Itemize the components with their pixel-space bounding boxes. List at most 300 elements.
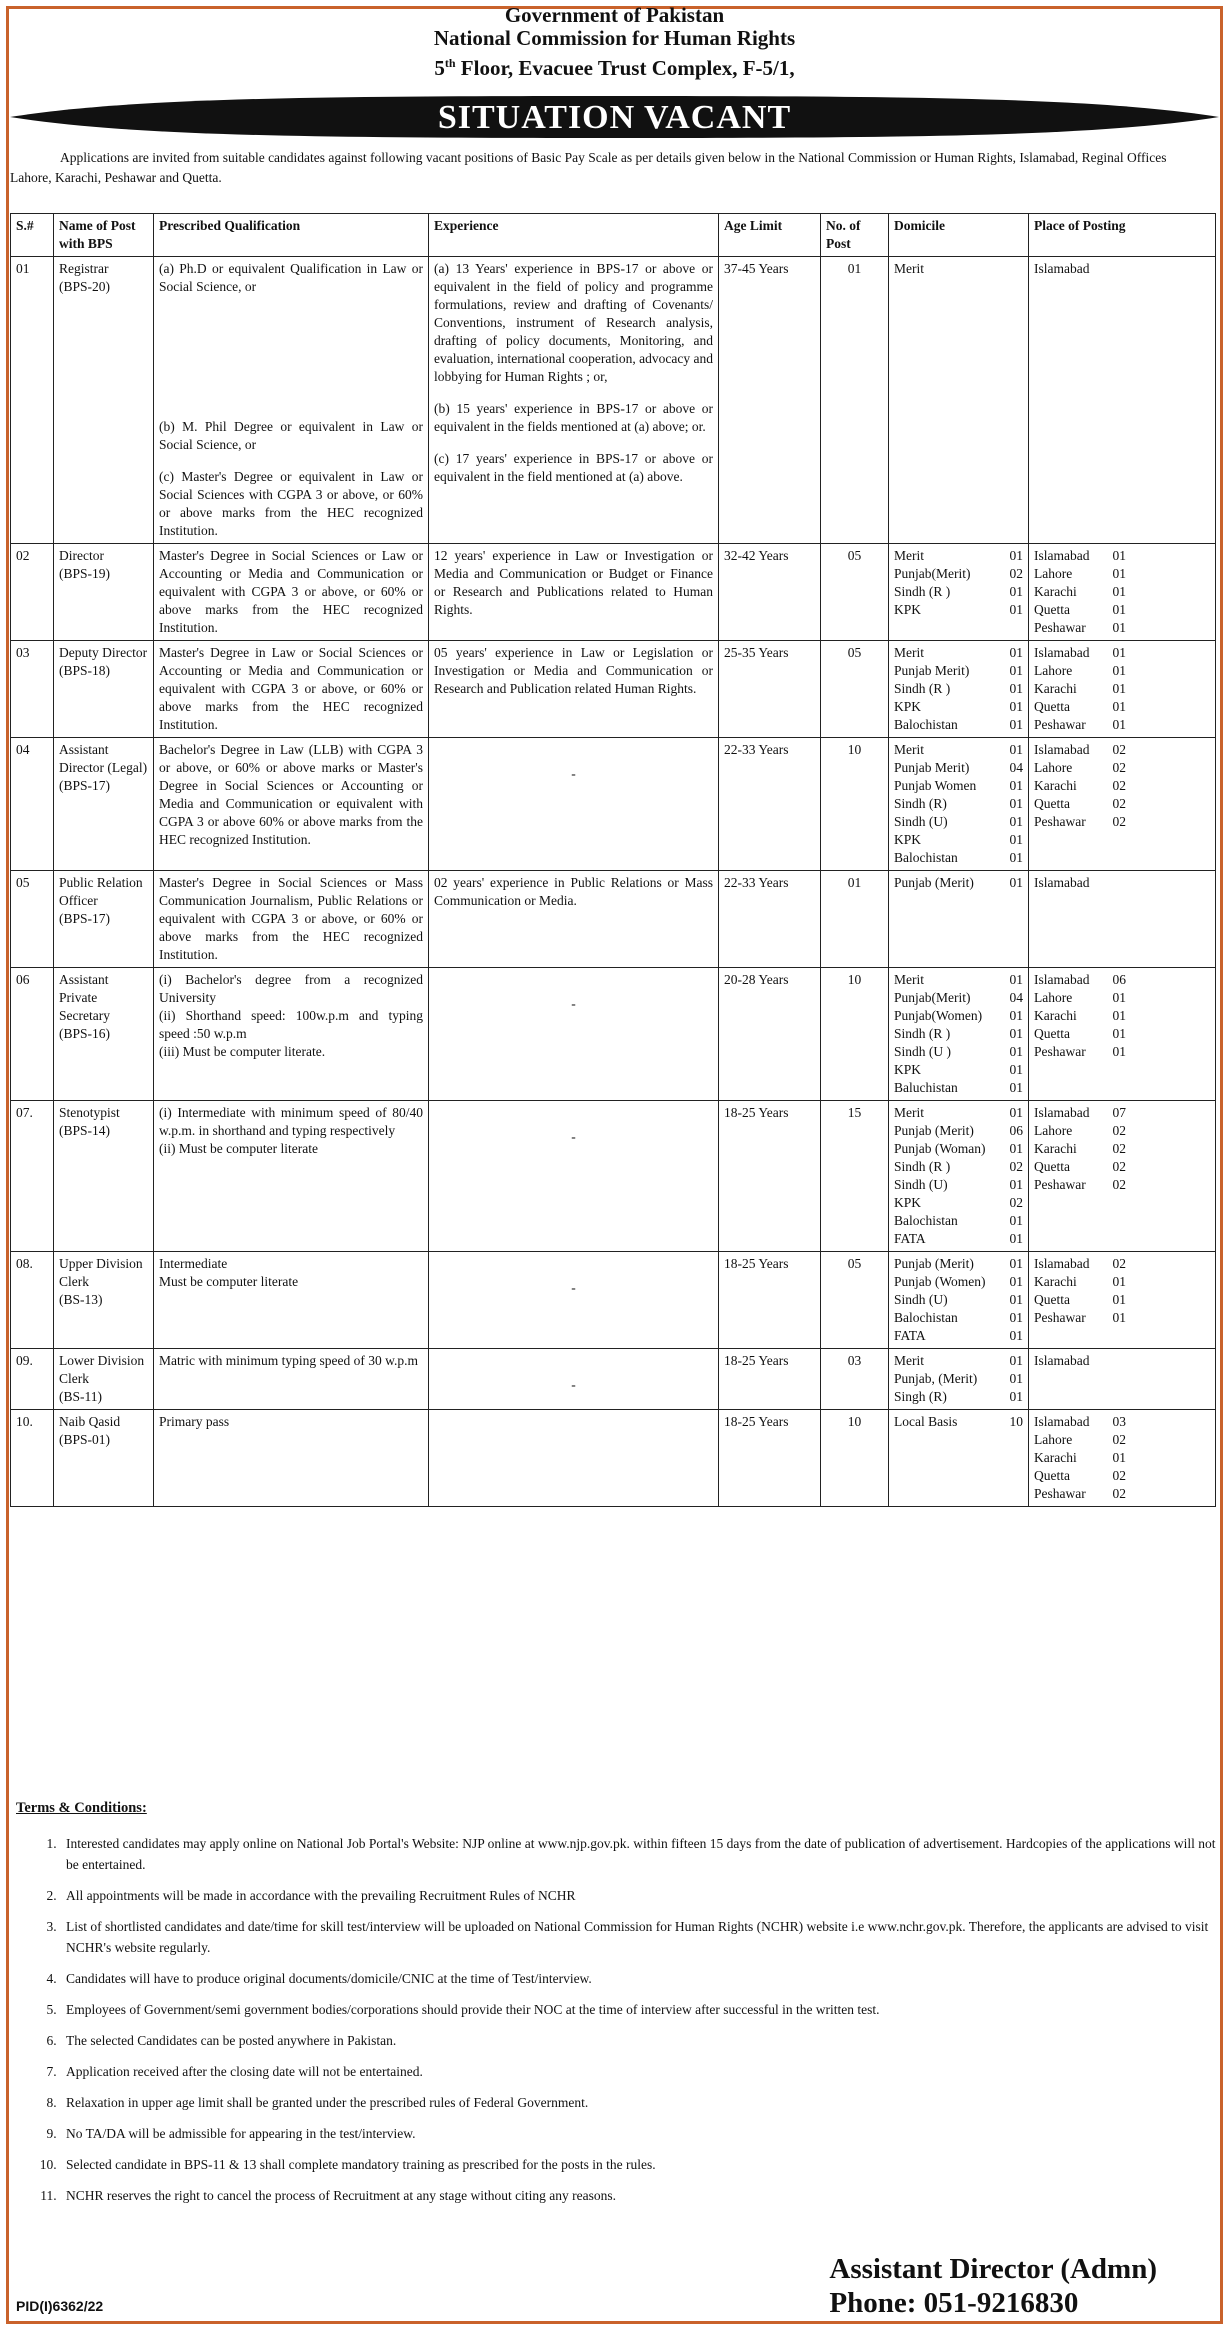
posting-name: Lahore [1034, 566, 1073, 581]
domicile-count: 01 [1009, 875, 1023, 890]
domicile-name: Sindh (U) [894, 814, 948, 829]
posting-entry [1034, 1122, 1126, 1140]
domicile-count: 01 [1009, 814, 1023, 829]
posting-name: Islamabad [1034, 875, 1090, 890]
domicile-name: Sindh (R ) [894, 584, 951, 599]
cell-experience [429, 257, 719, 544]
posting-entry [1034, 1291, 1126, 1309]
posting-count: 01 [1112, 1026, 1126, 1041]
domicile-name: KPK [894, 1062, 922, 1077]
posting-entry [1034, 1255, 1126, 1273]
cell-age: 18-25 Years [719, 1410, 821, 1507]
posting-name: Islamabad [1034, 548, 1090, 563]
experience-text: 05 years' experience in Law or Legislation or Investigation or Media and Communication or Research and Publication related Human Rights. [434, 645, 713, 696]
cell-age: 18-25 Years [719, 1101, 821, 1252]
qualification-text: Intermediate [159, 1256, 228, 1271]
domicile-name: KPK [894, 832, 922, 847]
cell-qualification [154, 1101, 429, 1252]
table-row [11, 1410, 1216, 1507]
domicile-entry [894, 1025, 1023, 1043]
posting-name: Islamabad [1034, 742, 1090, 757]
col-header-posting: Place of Posting [1029, 214, 1216, 257]
cell-age: 22-33 Years [719, 871, 821, 968]
domicile-entry [894, 644, 1023, 662]
posting-entry [1034, 1140, 1126, 1158]
table-row [11, 871, 1216, 968]
domicile-count: 01 [1009, 1080, 1023, 1095]
domicile-count: 01 [1009, 1231, 1023, 1246]
domicile-entry [894, 680, 1023, 698]
domicile-name: Merit [894, 548, 924, 563]
posting-count: 02 [1112, 1159, 1126, 1174]
domicile-entry [894, 741, 1023, 759]
cell-experience [429, 1349, 719, 1410]
posting-count: 01 [1112, 990, 1126, 1005]
post-name: Upper Division Clerk [59, 1256, 143, 1289]
cell-posts: 05 [821, 1252, 889, 1349]
domicile-count: 01 [1009, 1008, 1023, 1023]
posting-count: 01 [1112, 1310, 1126, 1325]
cell-experience [429, 1252, 719, 1349]
cell-domicile [889, 641, 1029, 738]
domicile-entry [894, 1007, 1023, 1025]
domicile-entry [894, 1230, 1023, 1248]
posting-name: Karachi [1034, 681, 1077, 696]
qualification-text: Master's Degree in Social Sciences or Mass Communication Journalism, Public Relations or equivalent with CGPA 3 or above, or 60% or above marks from the HEC recognized Institution. [159, 875, 423, 962]
cell-post [54, 544, 154, 641]
domicile-name: Merit [894, 972, 924, 987]
domicile-count: 01 [1009, 1026, 1023, 1041]
post-name: Assistant Director (Legal) [59, 742, 148, 775]
cell-sno: 07. [11, 1101, 54, 1252]
domicile-name: Punjab (Merit) [894, 1123, 974, 1138]
domicile-name: Sindh (R) [894, 796, 947, 811]
posting-count: 02 [1112, 1468, 1126, 1483]
posting-count: 02 [1112, 1256, 1126, 1271]
posting-entry [1034, 1485, 1126, 1503]
domicile-name: Baluchistan [894, 1080, 958, 1095]
domicile-name: Punjab Merit) [894, 663, 970, 678]
experience-text: (b) 15 years' experience in BPS-17 or above or equivalent in the fields mentioned at (a) above; or. [434, 401, 713, 434]
posting-name: Lahore [1034, 1123, 1073, 1138]
cell-age: 37-45 Years [719, 257, 821, 544]
domicile-entry [894, 759, 1023, 777]
domicile-name: Punjab(Merit) [894, 566, 971, 581]
posting-count: 01 [1112, 1044, 1126, 1059]
cell-posts: 10 [821, 1410, 889, 1507]
cell-posting [1029, 1349, 1216, 1410]
cell-qualification [154, 1252, 429, 1349]
experience-text: - [571, 1280, 576, 1295]
cell-post [54, 738, 154, 871]
qualification-text: (ii) Shorthand speed: 100w.p.m and typing speed :50 w.p.m [159, 1008, 423, 1041]
terms-item: 5. Employees of Government/semi government bodies/corporations should provide their NOC at the time of interview after successful in the written test. [60, 1999, 1216, 2020]
domicile-name: Sindh (R ) [894, 1159, 951, 1174]
posting-count: 01 [1112, 699, 1126, 714]
domicile-entry [894, 260, 1023, 278]
terms-item: 8. Relaxation in upper age limit shall be granted under the prescribed rules of Federal Government. [60, 2092, 1216, 2113]
domicile-name: Balochistan [894, 1310, 958, 1325]
experience-text: - [571, 1129, 576, 1144]
domicile-name: Sindh (R ) [894, 1026, 951, 1041]
table-row [11, 738, 1216, 871]
domicile-name: Punjab Women [894, 778, 977, 793]
cell-post [54, 871, 154, 968]
domicile-count: 01 [1009, 1310, 1023, 1325]
cell-experience [429, 1101, 719, 1252]
posting-name: Islamabad [1034, 972, 1090, 987]
cell-posting [1029, 1101, 1216, 1252]
post-bps: (BPS-17) [59, 911, 111, 926]
posting-name: Lahore [1034, 990, 1073, 1005]
domicile-entry [894, 971, 1023, 989]
cell-post [54, 1252, 154, 1349]
domicile-count: 01 [1009, 602, 1023, 617]
qualification-text: (a) Ph.D or equivalent Qualification in Law or Social Science, or [159, 261, 423, 294]
domicile-count: 01 [1009, 1044, 1023, 1059]
domicile-count: 02 [1009, 1195, 1023, 1210]
cell-domicile [889, 1349, 1029, 1410]
col-header-qualification: Prescribed Qualification [154, 214, 429, 257]
table-row [11, 641, 1216, 738]
cell-sno: 01 [11, 257, 54, 544]
domicile-entry [894, 1158, 1023, 1176]
posting-count: 02 [1112, 1141, 1126, 1156]
domicile-entry [894, 849, 1023, 867]
domicile-name: Singh (R) [894, 1389, 947, 1404]
cell-sno: 10. [11, 1410, 54, 1507]
cell-posting [1029, 968, 1216, 1101]
domicile-count: 01 [1009, 699, 1023, 714]
cell-qualification [154, 1410, 429, 1507]
domicile-entry [894, 1122, 1023, 1140]
cell-post [54, 1101, 154, 1252]
cell-sno: 08. [11, 1252, 54, 1349]
domicile-entry [894, 1194, 1023, 1212]
signer-title: Assistant Director (Admn) [829, 2253, 1157, 2285]
posting-count: 02 [1112, 1177, 1126, 1192]
domicile-entry [894, 1176, 1023, 1194]
posting-entry [1034, 1007, 1126, 1025]
cell-domicile [889, 257, 1029, 544]
posting-entry [1034, 1449, 1126, 1467]
cell-experience [429, 968, 719, 1101]
domicile-name: Punjab (Woman) [894, 1141, 986, 1156]
posting-entry [1034, 565, 1126, 583]
posting-count: 02 [1112, 814, 1126, 829]
posting-entry [1034, 1413, 1126, 1431]
cell-age: 32-42 Years [719, 544, 821, 641]
terms-item: 3. List of shortlisted candidates and date/time for skill test/interview will be uploaded on National Commission for Human Rights (NCHR) website i.e www.nchr.gov.pk. Therefore, the applicants are advised to visit NCHR's website regularly. [60, 1916, 1216, 1958]
experience-text: - [571, 996, 576, 1011]
cell-sno: 06 [11, 968, 54, 1101]
domicile-name: Punjab(Merit) [894, 990, 971, 1005]
posting-name: Karachi [1034, 1008, 1077, 1023]
table-row [11, 1252, 1216, 1349]
col-header-posts: No. of Post [821, 214, 889, 257]
posting-entry [1034, 813, 1126, 831]
posting-entry [1034, 1431, 1126, 1449]
domicile-entry [894, 874, 1023, 892]
domicile-name: Sindh (U ) [894, 1044, 951, 1059]
cell-posts: 01 [821, 871, 889, 968]
qualification-text: Master's Degree in Law or Social Sciences or Accounting or Media and Communication or equivalent with CGPA 3 or above, or 60% or above marks from the HEC recognized Institution. [159, 645, 423, 732]
domicile-entry [894, 1388, 1023, 1406]
terms-title: Terms & Conditions: [16, 1800, 147, 1816]
terms-item: 11. NCHR reserves the right to cancel the process of Recruitment at any stage without citing any reasons. [60, 2185, 1216, 2206]
posting-count: 01 [1112, 681, 1126, 696]
domicile-count: 02 [1009, 566, 1023, 581]
post-name: Stenotypist [59, 1105, 120, 1120]
domicile-count: 01 [1009, 796, 1023, 811]
posting-entry [1034, 1352, 1126, 1370]
domicile-count: 01 [1009, 1371, 1023, 1386]
cell-age: 25-35 Years [719, 641, 821, 738]
posting-count: 01 [1112, 1292, 1126, 1307]
domicile-count: 06 [1009, 1123, 1023, 1138]
vacancy-table [10, 213, 1216, 1507]
cell-experience [429, 738, 719, 871]
pid-number: PID(I)6362/22 [16, 2298, 104, 2314]
cell-posting [1029, 1410, 1216, 1507]
domicile-entry [894, 1309, 1023, 1327]
posting-name: Quetta [1034, 602, 1070, 617]
domicile-count: 01 [1009, 1274, 1023, 1289]
posting-count: 01 [1112, 1274, 1126, 1289]
cell-sno: 03 [11, 641, 54, 738]
posting-entry [1034, 1025, 1126, 1043]
posting-name: Quetta [1034, 1159, 1070, 1174]
posting-count: 02 [1112, 742, 1126, 757]
experience-text: (c) 17 years' experience in BPS-17 or above or equivalent in the field mentioned at (a) above. [434, 451, 713, 484]
post-bps: (BPS-17) [59, 778, 111, 793]
qualification-text: Master's Degree in Social Sciences or Law or Accounting or Media and Communication or equivalent with CGPA 3 or above, or 60% or above marks from the HEC recognized Institution. [159, 548, 423, 635]
cell-experience [429, 871, 719, 968]
posting-count: 06 [1112, 972, 1126, 987]
domicile-name: Merit [894, 742, 924, 757]
header [0, 4, 1229, 81]
post-bps: (BPS-14) [59, 1123, 111, 1138]
domicile-name: Merit [894, 645, 924, 660]
signature-block [829, 2252, 1157, 2320]
terms-item: 4. Candidates will have to produce original documents/domicile/CNIC at the time of Test/interview. [60, 1968, 1216, 1989]
cell-experience [429, 1410, 719, 1507]
domicile-entry [894, 1327, 1023, 1345]
terms-item: 10. Selected candidate in BPS-11 & 13 shall complete mandatory training as prescribed for the posts in the rules. [60, 2154, 1216, 2175]
posting-count: 01 [1112, 663, 1126, 678]
posting-entry [1034, 260, 1126, 278]
posting-name: Islamabad [1034, 1414, 1090, 1429]
posting-name: Islamabad [1034, 261, 1090, 276]
cell-domicile [889, 968, 1029, 1101]
cell-age: 20-28 Years [719, 968, 821, 1101]
domicile-entry [894, 583, 1023, 601]
posting-entry [1034, 662, 1126, 680]
domicile-name: Sindh (R ) [894, 681, 951, 696]
signer-phone: Phone: 051-9216830 [829, 2287, 1079, 2319]
qualification-text: (i) Bachelor's degree from a recognized University [159, 972, 423, 1005]
col-header-post: Name of Post with BPS [54, 214, 154, 257]
posting-entry [1034, 716, 1126, 734]
posting-count: 01 [1112, 566, 1126, 581]
domicile-entry [894, 989, 1023, 1007]
cell-posting [1029, 738, 1216, 871]
posting-name: Karachi [1034, 1141, 1077, 1156]
posting-name: Peshawar [1034, 717, 1086, 732]
cell-posting [1029, 544, 1216, 641]
table-row [11, 257, 1216, 544]
posting-entry [1034, 547, 1126, 565]
domicile-entry [894, 662, 1023, 680]
domicile-name: FATA [894, 1328, 926, 1343]
table-row [11, 1101, 1216, 1252]
domicile-name: FATA [894, 1231, 926, 1246]
cell-posts: 01 [821, 257, 889, 544]
qualification-text: (ii) Must be computer literate [159, 1141, 318, 1156]
posting-count: 07 [1112, 1105, 1126, 1120]
header-address [0, 50, 1229, 81]
domicile-entry [894, 1079, 1023, 1097]
domicile-entry [894, 795, 1023, 813]
domicile-count: 01 [1009, 1177, 1023, 1192]
domicile-name: Punjab, (Merit) [894, 1371, 978, 1386]
posting-name: Lahore [1034, 760, 1073, 775]
posting-entry [1034, 971, 1126, 989]
qualification-text: (c) Master's Degree or equivalent in Law or Social Sciences with CGPA 3 or above, or 60% or above marks from the HEC recognized Institution. [159, 469, 423, 538]
posting-name: Karachi [1034, 584, 1077, 599]
domicile-entry [894, 1273, 1023, 1291]
posting-entry [1034, 583, 1126, 601]
cell-qualification [154, 738, 429, 871]
posting-name: Quetta [1034, 699, 1070, 714]
domicile-name: Sindh (U) [894, 1292, 948, 1307]
cell-sno: 02 [11, 544, 54, 641]
domicile-count: 01 [1009, 972, 1023, 987]
cell-age: 18-25 Years [719, 1349, 821, 1410]
domicile-entry [894, 1352, 1023, 1370]
cell-posts: 10 [821, 738, 889, 871]
domicile-name: Punjab Merit) [894, 760, 970, 775]
cell-post [54, 1349, 154, 1410]
domicile-entry [894, 1291, 1023, 1309]
qualification-text: (b) M. Phil Degree or equivalent in Law or Social Science, or [159, 419, 423, 452]
posting-name: Karachi [1034, 1274, 1077, 1289]
posting-count: 02 [1112, 1432, 1126, 1447]
domicile-entry [894, 565, 1023, 583]
domicile-count: 01 [1009, 717, 1023, 732]
domicile-count: 01 [1009, 1141, 1023, 1156]
posting-name: Quetta [1034, 1468, 1070, 1483]
domicile-name: Punjab (Women) [894, 1274, 986, 1289]
col-header-sno: S.# [11, 214, 54, 257]
post-name: Naib Qasid [59, 1414, 121, 1429]
posting-name: Quetta [1034, 1026, 1070, 1041]
cell-qualification [154, 544, 429, 641]
domicile-count: 01 [1009, 778, 1023, 793]
domicile-count: 01 [1009, 1213, 1023, 1228]
posting-entry [1034, 1104, 1126, 1122]
posting-count: 01 [1112, 717, 1126, 732]
cell-domicile [889, 544, 1029, 641]
posting-entry [1034, 601, 1126, 619]
cell-qualification [154, 968, 429, 1101]
cell-posts: 05 [821, 544, 889, 641]
post-name: Registrar [59, 261, 109, 276]
address-floor-number: 5 [434, 56, 445, 80]
domicile-name: Punjab (Merit) [894, 875, 974, 890]
posting-name: Lahore [1034, 663, 1073, 678]
domicile-count: 01 [1009, 1256, 1023, 1271]
cell-domicile [889, 1101, 1029, 1252]
posting-name: Islamabad [1034, 1256, 1090, 1271]
domicile-name: Balochistan [894, 850, 958, 865]
posting-entry [1034, 741, 1126, 759]
domicile-count: 01 [1009, 742, 1023, 757]
col-header-age: Age Limit [719, 214, 821, 257]
posting-entry [1034, 644, 1126, 662]
domicile-count: 01 [1009, 1353, 1023, 1368]
domicile-name: Balochistan [894, 717, 958, 732]
domicile-name: Balochistan [894, 1213, 958, 1228]
posting-entry [1034, 1273, 1126, 1291]
cell-post [54, 257, 154, 544]
domicile-count: 01 [1009, 850, 1023, 865]
cell-posts: 05 [821, 641, 889, 738]
qualification-text: (i) Intermediate with minimum speed of 80/40 w.p.m. in shorthand and typing respectively [159, 1105, 423, 1138]
address-text: Floor, Evacuee Trust Complex, F-5/1, [455, 56, 795, 80]
cell-posting [1029, 1252, 1216, 1349]
domicile-count: 01 [1009, 1105, 1023, 1120]
terms-item: 6. The selected Candidates can be posted anywhere in Pakistan. [60, 2030, 1216, 2051]
cell-qualification [154, 871, 429, 968]
cell-sno: 05 [11, 871, 54, 968]
posting-entry [1034, 1309, 1126, 1327]
terms-list [60, 1833, 1216, 2206]
posting-count: 01 [1112, 602, 1126, 617]
domicile-entry [894, 1140, 1023, 1158]
posting-entry [1034, 1158, 1126, 1176]
domicile-entry [894, 547, 1023, 565]
domicile-name: KPK [894, 1195, 922, 1210]
posting-entry [1034, 795, 1126, 813]
domicile-entry [894, 698, 1023, 716]
posting-name: Peshawar [1034, 814, 1086, 829]
domicile-entry [894, 1061, 1023, 1079]
post-name: Assistant Private Secretary [59, 972, 110, 1023]
post-name: Deputy Director [59, 645, 148, 660]
cell-domicile [889, 1410, 1029, 1507]
posting-name: Karachi [1034, 1450, 1077, 1465]
posting-name: Quetta [1034, 796, 1070, 811]
header-commission: National Commission for Human Rights [433, 26, 796, 50]
posting-count: 03 [1112, 1414, 1126, 1429]
domicile-name: Sindh (U) [894, 1177, 948, 1192]
domicile-entry [894, 1043, 1023, 1061]
terms-item: 7. Application received after the closing date will not be entertained. [60, 2061, 1216, 2082]
cell-posts: 10 [821, 968, 889, 1101]
domicile-count: 01 [1009, 681, 1023, 696]
domicile-count: 01 [1009, 645, 1023, 660]
domicile-count: 01 [1009, 548, 1023, 563]
domicile-count: 01 [1009, 584, 1023, 599]
posting-count: 02 [1112, 1486, 1126, 1501]
domicile-count: 04 [1009, 760, 1023, 775]
qualification-text: Must be computer literate [159, 1274, 299, 1289]
cell-posts: 03 [821, 1349, 889, 1410]
situation-vacant-banner [10, 96, 1219, 138]
post-name: Public Relation Officer [59, 875, 143, 908]
posting-entry [1034, 619, 1126, 637]
